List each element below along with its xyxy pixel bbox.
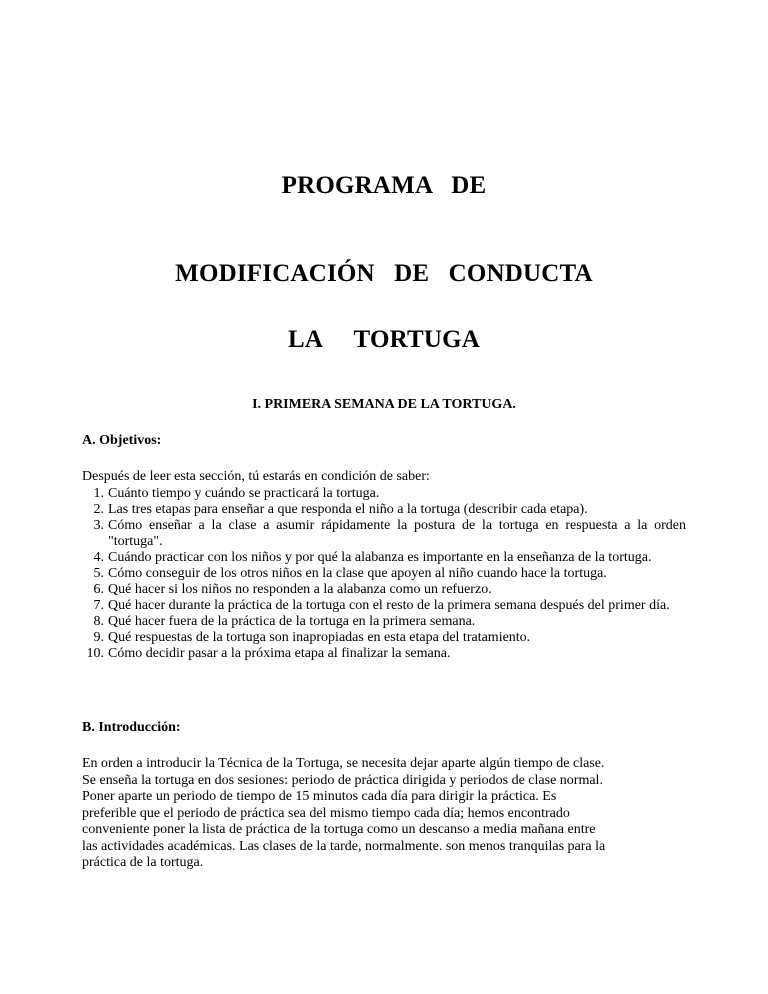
list-item-text: Cómo enseñar a la clase a asumir rápidamente la postura de la tortuga en respuesta a la orden "tortuga". [108,518,686,549]
list-item-text: Cuánto tiempo y cuándo se practicará la tortuga. [108,486,380,501]
paragraph-line: práctica de la tortuga. [82,855,204,870]
title-line-2: MODIFICACIÓN DE CONDUCTA [175,260,593,287]
objectives-intro: Después de leer esta sección, tú estarás en condición de saber: [82,469,430,484]
list-item-number: 4. [93,550,104,565]
list-item-text: Qué hacer fuera de la práctica de la tortuga en la primera semana. [108,614,476,629]
paragraph-line: Se enseña la tortuga en dos sesiones: periodo de práctica dirigida y periodos de clase normal. [82,772,603,788]
list-item-text: Cómo conseguir de los otros niños en la clase que apoyen al niño cuando hace la tortuga. [108,566,607,581]
list-item [82,486,686,502]
paragraph-line: Poner aparte un periodo de tiempo de 15 minutos cada día para dirigir la práctica. Es [82,789,557,804]
title-line-3: LA TORTUGA [287,326,481,353]
list-item-text: Cómo decidir pasar a la próxima etapa al finalizar la semana. [108,646,451,661]
paragraph-line: En orden a introducir la Técnica de la Tortuga, se necesita dejar aparte algún tiempo de clase. [82,756,605,771]
list-item-number: 10. [86,646,104,661]
paragraph-line: preferible que el periodo de práctica sea del mismo tiempo cada día; hemos encontrado [82,805,570,821]
list-item [82,598,686,614]
list-item-text: Qué hacer si los niños no responden a la alabanza como un refuerzo. [108,582,492,597]
list-item-text: Qué respuestas de la tortuga son inapropiadas en esta etapa del tratamiento. [108,630,531,645]
list-item-number: 8. [93,614,104,629]
list-item [82,518,686,550]
list-item [82,550,686,566]
list-item-number: 5. [93,566,104,581]
list-item-number: 7. [93,598,104,613]
list-item [82,614,686,630]
list-item-text: Qué hacer durante la práctica de la tortuga con el resto de la primera semana después del primer día. [108,598,670,613]
paragraph-line: conveniente poner la lista de práctica de la tortuga como un descanso a media mañana entre [82,822,596,837]
introduction-heading: B. Introducción: [82,720,181,735]
list-item-text: Las tres etapas para enseñar a que responda el niño a la tortuga (describir cada etapa). [108,502,588,517]
paragraph-line: las actividades académicas. Las clases de la tarde, normalmente. son menos tranquilas para la [82,838,606,854]
list-item-number: 3. [93,518,104,533]
list-item [82,582,686,598]
list-item-number: 9. [93,630,104,645]
list-item-number: 6. [93,582,104,597]
list-item [82,630,686,646]
objectives-heading: A. Objetivos: [82,433,162,448]
title-line-1: PROGRAMA DE [281,172,487,199]
list-item-number: 1. [93,486,104,501]
list-item-number: 2. [93,502,104,517]
list-item [82,566,686,582]
list-item [82,502,686,518]
objectives-list [82,486,686,662]
section-heading: I. PRIMERA SEMANA DE LA TORTUGA. [252,397,516,412]
introduction-paragraph [82,756,692,872]
list-item [82,646,686,662]
list-item-text: Cuándo practicar con los niños y por qué la alabanza es importante en la enseñanza de la tortuga. [108,550,652,565]
